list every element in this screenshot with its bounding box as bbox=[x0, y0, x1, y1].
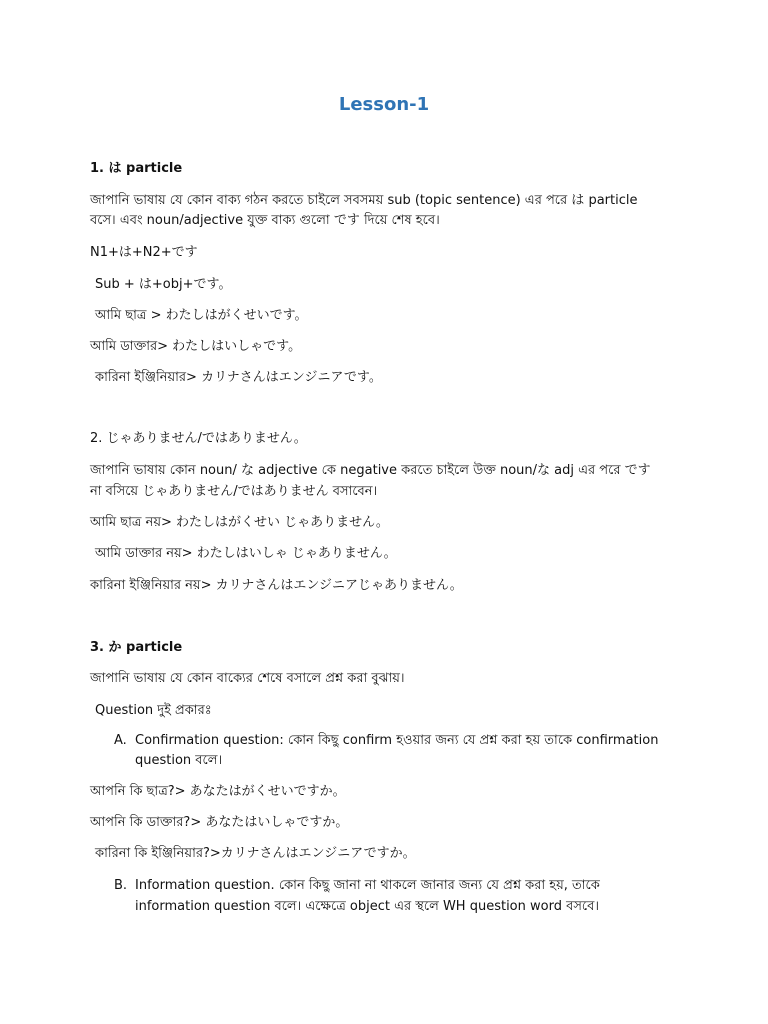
page-title: Lesson-1 bbox=[338, 94, 430, 115]
section-3-example-1: আপনি কি ছাত্র?> あなたはがくせいですか。 bbox=[90, 784, 346, 799]
section-1-pattern-2: Sub + は+obj+です。 bbox=[95, 277, 232, 292]
section-3-example-3: কারিনা কি ইঞ্জিনিয়ার?>カリナさんはエンジニアですか。 bbox=[95, 846, 416, 861]
section-1-description-line-1: জাপানি ভাষায় যে কোন বাক্য গঠন করতে চাইলে সবসময় sub (topic sentence) এর পরে は particle bbox=[90, 193, 638, 208]
list-item-a-line-1: Confirmation question: কোন কিছু confirm হওয়ার জন্য যে প্রশ্ন করা হয় তাকে confirmation bbox=[135, 733, 659, 748]
list-item-a-marker: A. bbox=[114, 733, 127, 748]
section-2-example-2: আমি ডাক্তার নয়> わたしはいしゃ じゃありません。 bbox=[95, 546, 397, 561]
list-item-a-line-2: question বলে। bbox=[135, 753, 223, 768]
section-2-example-1: আমি ছাত্র নয়> わたしはがくせい じゃありません。 bbox=[90, 515, 389, 530]
list-item-b-marker: B. bbox=[114, 878, 128, 893]
section-3-heading: 3. か particle bbox=[90, 640, 183, 655]
section-2-example-3: কারিনা ইঞ্জিনিয়ার নয়> カリナさんはエンジニアじゃありません。 bbox=[90, 578, 463, 593]
list-item-b-line-1: Information question. কোন কিছু জানা না থাকলে জানার জন্য যে প্রশ্ন করা হয়, তাকে bbox=[135, 878, 600, 893]
section-1-example-1: আমি ছাত্র > わたしはがくせいです。 bbox=[95, 308, 308, 323]
section-3-example-2: আপনি কি ডাক্তার?> あなたはいしゃですか。 bbox=[90, 815, 349, 830]
section-2-heading: 2. じゃありません/ではありません。 bbox=[90, 431, 307, 446]
section-2-description-line-1: জাপানি ভাষায় কোন noun/ な adjective কে negative করতে চাইলে উক্ত noun/な adj এর পরে です bbox=[90, 463, 651, 478]
section-3-description: জাপানি ভাষায় যে কোন বাক্যের শেষে বসালে প্রশ্ন করা বুঝায়। bbox=[90, 671, 405, 686]
section-3-question-types: Question দুই প্রকারঃ bbox=[95, 703, 212, 718]
section-1-pattern-1: N1+は+N2+です bbox=[90, 245, 198, 260]
section-1-heading: 1. は particle bbox=[90, 161, 183, 176]
section-1-description-line-2: বসে। এবং noun/adjective যুক্ত বাক্য গুলো です দিয়ে শেষ হবে। bbox=[90, 213, 440, 228]
section-2-description-line-2: না বসিয়ে じゃありません/ではありません বসাবেন। bbox=[90, 484, 378, 499]
section-1-example-3: কারিনা ইঞ্জিনিয়ার> カリナさんはエンジニアです。 bbox=[95, 370, 382, 385]
section-1-example-2: আমি ডাক্তার> わたしはいしゃです。 bbox=[90, 339, 302, 354]
list-item-b-line-2: information question বলে। এক্ষেত্রে object এর স্থলে WH question word বসবে। bbox=[135, 899, 600, 914]
